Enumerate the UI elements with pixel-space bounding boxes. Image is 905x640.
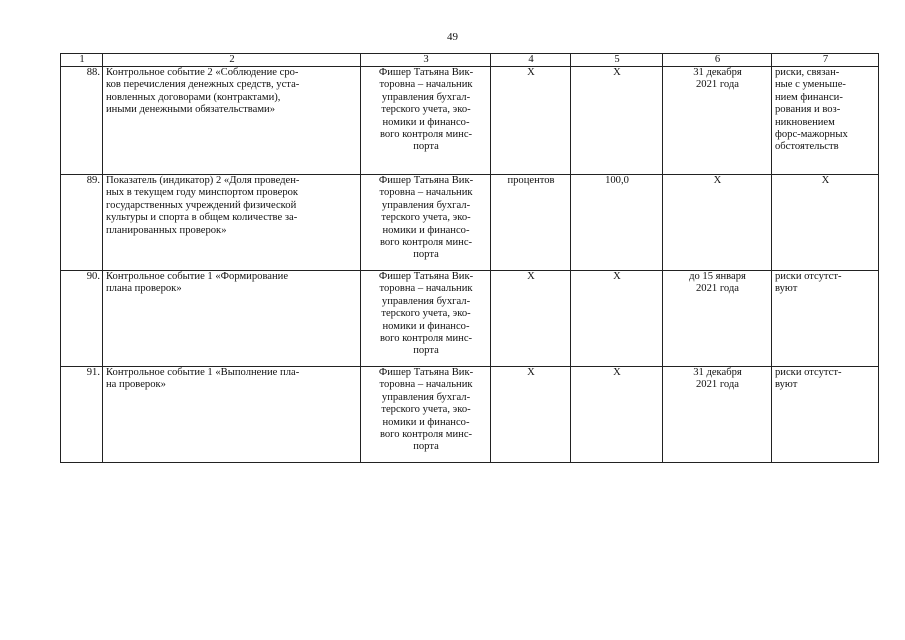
risks xyxy=(772,271,879,367)
event-name-line: на проверок» xyxy=(106,379,166,391)
responsible-line: управления бухгал- xyxy=(381,391,471,403)
risks-line: обстоятельств xyxy=(775,141,839,153)
responsible-line: терского учета, эко- xyxy=(381,404,471,416)
responsible-line: Фишер Татьяна Вик- xyxy=(378,67,474,78)
responsible-line: вого контроля минс- xyxy=(379,429,473,441)
responsible-line: номики и финансо- xyxy=(382,320,470,332)
event-name-line: иными денежными обязательствами» xyxy=(106,104,275,116)
risks xyxy=(772,367,879,463)
risks-line: вуют xyxy=(775,283,798,295)
responsible-line: торовна – начальник xyxy=(379,379,473,391)
deadline xyxy=(663,175,772,271)
risks-line: вуют xyxy=(775,379,798,391)
target-value: Х xyxy=(571,67,663,175)
responsible-line: терского учета, эко- xyxy=(381,212,471,224)
unit-of-measure: процентов xyxy=(491,175,571,271)
responsible-line: торовна – начальник xyxy=(379,79,473,91)
deadline-line: до 15 января xyxy=(689,271,746,282)
responsible-line: вого контроля минс- xyxy=(379,129,473,141)
risks-line: никновением xyxy=(775,116,835,128)
deadline-line: 31 декабря xyxy=(693,67,742,78)
deadline xyxy=(663,367,772,463)
responsible-line: порта xyxy=(413,441,439,453)
responsible-line: торовна – начальник xyxy=(379,283,473,295)
unit-of-measure: Х xyxy=(491,271,571,367)
event-name-line: ных в текущем году минспортом проверок xyxy=(106,187,299,199)
responsible-line: вого контроля минс- xyxy=(379,237,473,249)
deadline xyxy=(663,271,772,367)
event-name-line: Контрольное событие 2 «Соблюдение сро- xyxy=(106,67,299,78)
responsible-line: терского учета, эко- xyxy=(381,104,471,116)
responsible-line: номики и финансо- xyxy=(382,224,470,236)
unit-of-measure: Х xyxy=(491,367,571,463)
responsible-line: терского учета, эко- xyxy=(381,308,471,320)
header-col-3: 3 xyxy=(361,54,491,67)
risks-line: риски отсутст- xyxy=(775,367,842,378)
unit-of-measure: Х xyxy=(491,67,571,175)
header-col-4: 4 xyxy=(491,54,571,67)
row-number: 90. xyxy=(61,271,103,367)
responsible-line: порта xyxy=(413,345,439,357)
table-row xyxy=(61,367,879,463)
header-col-1: 1 xyxy=(61,54,103,67)
responsible-line: номики и финансо- xyxy=(382,116,470,128)
risks-line: форс-мажорных xyxy=(775,129,848,141)
table-row xyxy=(61,67,879,175)
event-name-line: планированных проверок» xyxy=(106,224,227,236)
event-name-line: Контрольное событие 1 «Формирование xyxy=(106,271,289,282)
responsible-line: номики и финансо- xyxy=(382,416,470,428)
risks-line: риски отсутст- xyxy=(775,271,842,282)
event-name-line: культуры и спорта в общем количестве за- xyxy=(106,212,298,224)
event-name-line: ков перечисления денежных средств, уста- xyxy=(106,79,300,91)
responsible-person xyxy=(361,67,491,175)
table-row xyxy=(61,271,879,367)
row-number: 91. xyxy=(61,367,103,463)
deadline-line: 2021 года xyxy=(695,79,739,91)
page-number: 49 xyxy=(447,31,458,43)
target-value: 100,0 xyxy=(571,175,663,271)
responsible-line: Фишер Татьяна Вик- xyxy=(378,271,474,282)
event-name-line: Показатель (индикатор) 2 «Доля проведен- xyxy=(106,175,300,186)
risks-line: риски, связан- xyxy=(775,67,840,78)
target-value: Х xyxy=(571,271,663,367)
responsible-line: Фишер Татьяна Вик- xyxy=(378,175,474,186)
responsible-line: порта xyxy=(413,249,439,261)
event-name xyxy=(103,67,361,175)
responsible-person xyxy=(361,271,491,367)
header-col-7: 7 xyxy=(772,54,879,67)
responsible-person xyxy=(361,175,491,271)
deadline-line: 31 декабря xyxy=(693,367,742,378)
responsible-line: управления бухгал- xyxy=(381,199,471,211)
risks-line: Х xyxy=(821,175,830,186)
responsible-line: Фишер Татьяна Вик- xyxy=(378,367,474,378)
risks-line: ные с уменьше- xyxy=(775,79,846,91)
event-name-line: новленных договорами (контрактами), xyxy=(106,91,281,103)
table-body xyxy=(61,54,879,463)
table-header-row xyxy=(61,54,879,67)
header-col-6: 6 xyxy=(663,54,772,67)
risks-line: рования и воз- xyxy=(775,104,841,116)
responsible-line: управления бухгал- xyxy=(381,295,471,307)
responsible-line: управления бухгал- xyxy=(381,91,471,103)
event-name-line: Контрольное событие 1 «Выполнение пла- xyxy=(106,367,300,378)
header-col-2: 2 xyxy=(103,54,361,67)
responsible-line: вого контроля минс- xyxy=(379,333,473,345)
plan-table xyxy=(60,53,879,463)
deadline-line: Х xyxy=(713,175,722,186)
event-name xyxy=(103,271,361,367)
deadline-line: 2021 года xyxy=(695,283,739,295)
event-name-line: плана проверок» xyxy=(106,283,182,295)
header-col-5: 5 xyxy=(571,54,663,67)
event-name xyxy=(103,367,361,463)
event-name xyxy=(103,175,361,271)
row-number: 88. xyxy=(61,67,103,175)
responsible-line: порта xyxy=(413,141,439,153)
deadline xyxy=(663,67,772,175)
responsible-line: торовна – начальник xyxy=(379,187,473,199)
table-row xyxy=(61,175,879,271)
responsible-person xyxy=(361,367,491,463)
risks-line: нием финанси- xyxy=(775,91,843,103)
risks xyxy=(772,175,879,271)
event-name-line: государственных учреждений физической xyxy=(106,199,297,211)
row-number: 89. xyxy=(61,175,103,271)
deadline-line: 2021 года xyxy=(695,379,739,391)
target-value: Х xyxy=(571,367,663,463)
risks xyxy=(772,67,879,175)
